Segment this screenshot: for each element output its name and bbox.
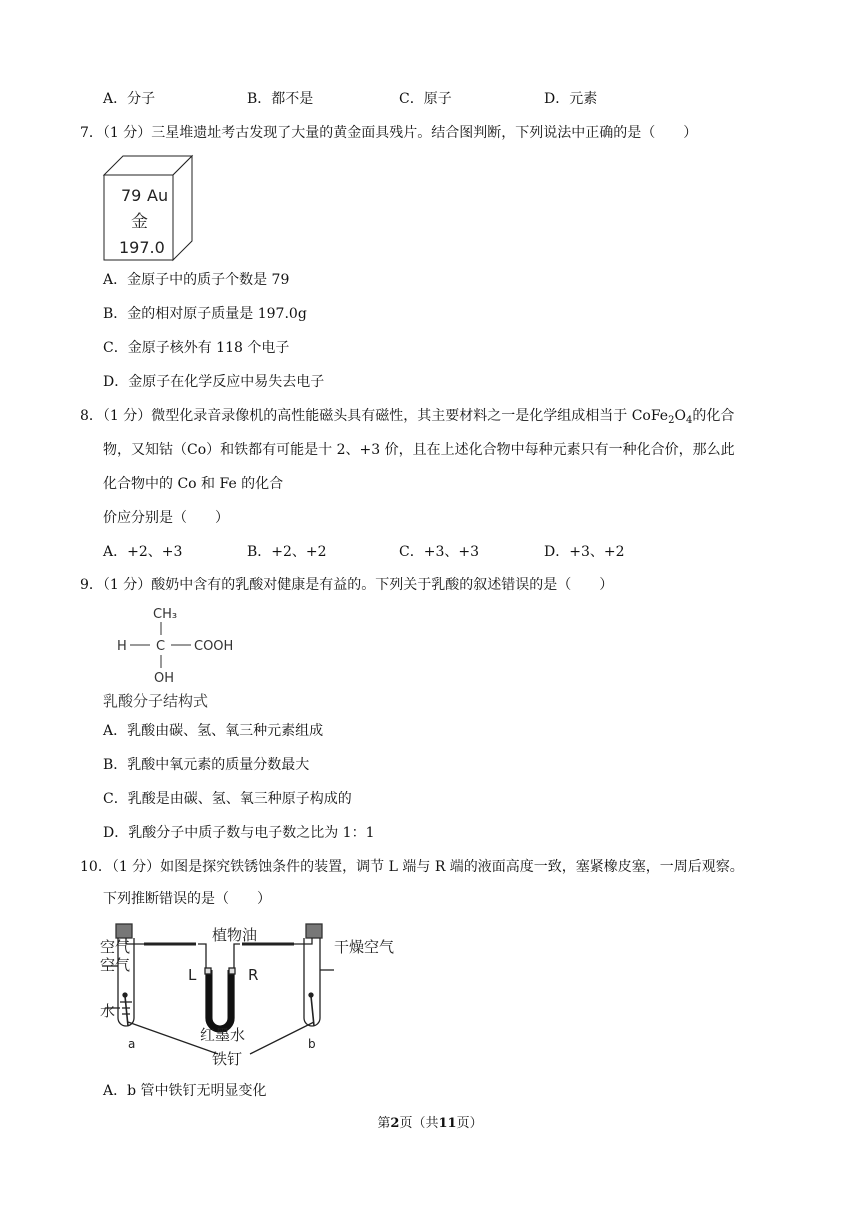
q9-option-c: C．乳酸是由碳、氢、氧三种原子构成的 xyxy=(103,791,352,807)
label-tube-a: a xyxy=(128,1037,136,1051)
q8-option-a: A．+2、+3 xyxy=(103,544,183,560)
atomic-mass: 197.0 xyxy=(119,238,165,257)
gold-element-card xyxy=(103,155,193,261)
q7-option-c: C．金原子核外有 118 个电子 xyxy=(103,340,290,356)
q9-option-a: A．乳酸由碳、氢、氧三种元素组成 xyxy=(103,723,324,739)
structure-right-group: COOH xyxy=(194,639,234,654)
q10-stem-line1: 10．（1 分）如图是探究铁锈蚀条件的装置，调节 L 端与 R 端的液面高度一致，塞紧橡皮塞，一周后观察。 xyxy=(80,859,744,875)
element-name: 金 xyxy=(131,212,148,232)
q8-option-d: D．+3、+2 xyxy=(544,544,625,560)
label-oil: 植物油 xyxy=(212,926,258,944)
structure-bottom-group: OH xyxy=(154,671,175,686)
q10-stem-line2: 下列推断错误的是（ ） xyxy=(103,891,271,907)
label-air-2: 空气 xyxy=(100,956,131,974)
structure-left-atom: H xyxy=(117,639,127,654)
q8-stem-line4: 价应分别是（ ） xyxy=(103,510,229,526)
stopper-b xyxy=(306,924,322,938)
q6-option-a: A．分子 xyxy=(103,91,156,107)
structure-center-atom: C xyxy=(156,639,166,654)
label-water: 水 xyxy=(100,1002,116,1020)
label-tube-b: b xyxy=(308,1037,316,1051)
q7-option-a: A．金原子中的质子个数是 79 xyxy=(103,272,290,288)
q7-option-d: D．金原子在化学反应中易失去电子 xyxy=(103,374,325,390)
stopper-a xyxy=(116,924,132,938)
label-nail: 铁钉 xyxy=(212,1050,243,1068)
q8-option-b: B．+2、+2 xyxy=(247,544,327,560)
label-dry-air: 干燥空气 xyxy=(334,938,395,956)
q9-option-d: D．乳酸分子中质子数与电子数之比为 1：1 xyxy=(103,825,375,841)
label-l: L xyxy=(188,966,197,984)
lactic-acid-structure xyxy=(103,600,253,712)
q8-option-c: C．+3、+3 xyxy=(399,544,479,560)
q6-option-d: D．元素 xyxy=(544,91,598,107)
q6-option-c: C．原子 xyxy=(399,91,452,107)
q8-stem-line3: 化合物中的 Co 和 Fe 的化合 xyxy=(103,476,284,492)
q9-stem: 9．（1 分）酸奶中含有的乳酸对健康是有益的。下列关于乳酸的叙述错误的是（ ） xyxy=(80,577,614,593)
q7-stem: 7．（1 分）三星堆遗址考古发现了大量的黄金面具残片。结合图判断，下列说法中正确的是（ ） xyxy=(80,125,698,141)
red-ink xyxy=(209,970,231,1029)
q8-stem-line1: 8．（1 分）微型化录音录像机的高性能磁头具有磁性，其主要材料之一是化学组成相当于 $CoFe_2O_4$的化合 xyxy=(80,408,735,426)
structure-caption: 乳酸分子结构式 xyxy=(103,692,209,710)
label-r: R xyxy=(248,966,259,984)
label-air-1: 空气 xyxy=(100,938,131,956)
structure-top-group: CH₃ xyxy=(153,607,178,622)
label-ink: 红墨水 xyxy=(200,1026,246,1044)
atomic-number: 79 xyxy=(121,186,142,205)
q8-stem-line2: 物，又知钴（Co）和铁都有可能是十 2、+3 价，且在上述化合物中每种元素只有一种化合价，那么此 xyxy=(103,442,735,458)
q7-option-b: B．金的相对原子质量是 197.0g xyxy=(103,306,307,322)
q9-option-b: B．乳酸中氧元素的质量分数最大 xyxy=(103,757,310,773)
page-footer: 第2页（共11页） xyxy=(377,1116,483,1131)
q6-option-b: B．都不是 xyxy=(247,91,314,107)
q10-option-a: A．b 管中铁钉无明显变化 xyxy=(103,1083,267,1099)
iron-rust-apparatus xyxy=(98,918,395,1070)
element-symbol: Au xyxy=(147,186,169,205)
